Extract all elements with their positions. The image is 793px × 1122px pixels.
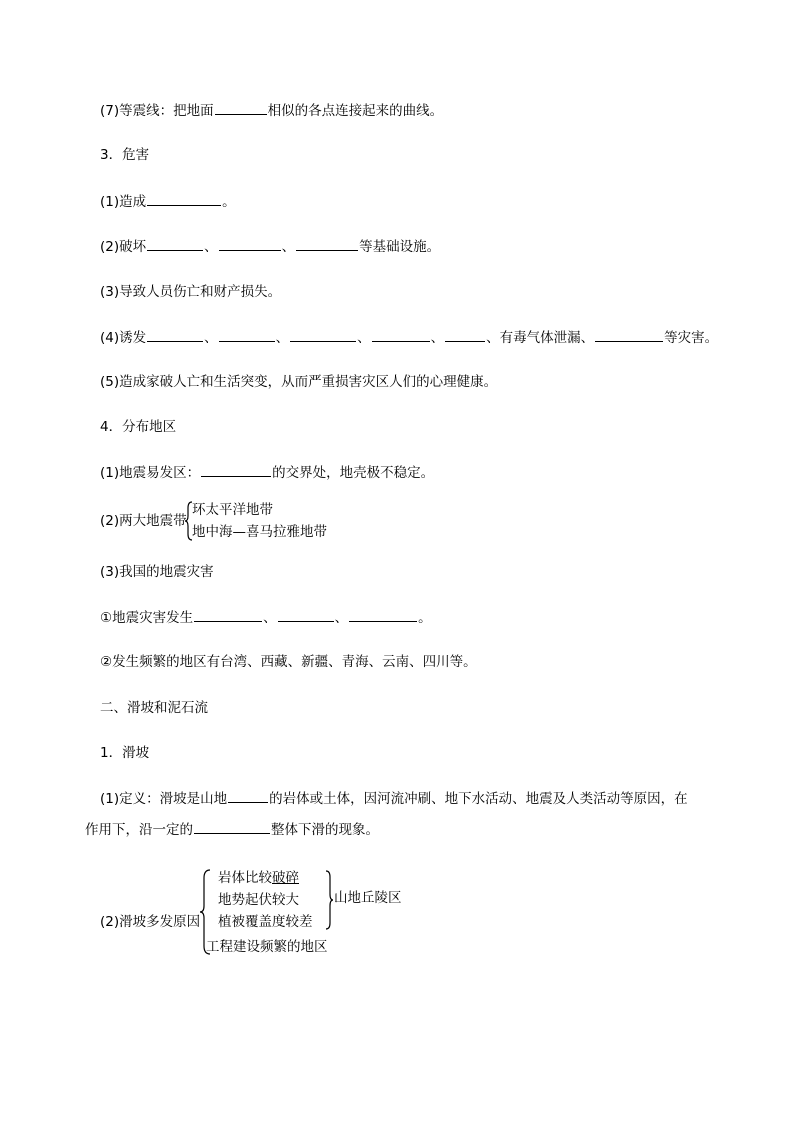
landslide-definition-line1: (1)定义：滑坡是山地 的岩体或土体，因河流冲刷、地下水活动、地震及人类活动等原因，在: [100, 791, 688, 807]
fill-blank[interactable]: [445, 328, 485, 342]
harm-item-4: (4)诱发 、 、 、 、 、有毒气体泄漏、 等灾害。: [100, 330, 719, 346]
earthquake-belts-label: (2)两大地震带: [100, 513, 187, 529]
distribution-item-3a: ①地震灾害发生 、 、 。: [100, 610, 432, 626]
harm-item-1: (1)造成 。: [100, 194, 236, 210]
cause-rock-broken: 岩体比较破碎: [218, 870, 299, 886]
fill-blank[interactable]: [372, 328, 430, 342]
fill-blank[interactable]: [194, 608, 262, 622]
cause-engineering: 工程建设频繁的地区: [206, 939, 328, 955]
belt-pacific: 环太平洋地带: [192, 502, 273, 518]
fill-blank[interactable]: [219, 328, 275, 342]
fill-blank[interactable]: [147, 192, 221, 206]
fill-blank[interactable]: [215, 101, 267, 115]
area-hilly: 山地丘陵区: [334, 890, 402, 906]
distribution-item-1: (1)地震易发区： 的交界处，地壳极不稳定。: [100, 465, 435, 481]
harm-item-5: (5)造成家破人亡和生活突变，从而严重损害灾区人们的心理健康。: [100, 374, 498, 390]
fill-blank[interactable]: [194, 820, 270, 834]
fill-blank[interactable]: [147, 237, 203, 251]
fill-blank[interactable]: [228, 789, 268, 803]
fill-blank[interactable]: [290, 328, 356, 342]
heading-landslide-debris: 二、滑坡和泥石流: [100, 700, 208, 716]
fill-blank[interactable]: [201, 463, 271, 477]
isoseismal-line-item: (7)等震线：把地面 相似的各点连接起来的曲线。: [100, 103, 444, 119]
heading-landslide: 1．滑坡: [100, 745, 150, 761]
cause-vegetation: 植被覆盖度较差: [218, 914, 313, 930]
cause-terrain: 地势起伏较大: [218, 892, 299, 908]
fill-blank[interactable]: [349, 608, 417, 622]
heading-distribution: 4．分布地区: [100, 419, 177, 435]
landslide-causes-label: (2)滑坡多发原因: [100, 914, 201, 930]
landslide-definition-line2: 作用下，沿一定的 整体下滑的现象。: [85, 822, 379, 838]
fill-blank[interactable]: [296, 237, 358, 251]
belt-mediterranean: 地中海—喜马拉雅地带: [192, 524, 327, 540]
fill-blank[interactable]: [147, 328, 203, 342]
distribution-item-3b: ②发生频繁的地区有台湾、西藏、新疆、青海、云南、四川等。: [100, 654, 477, 670]
heading-harm: 3．危害: [100, 147, 150, 163]
fill-blank[interactable]: [595, 328, 663, 342]
distribution-item-3: (3)我国的地震灾害: [100, 564, 214, 580]
fill-blank[interactable]: [219, 237, 281, 251]
right-brace-icon: [324, 869, 334, 931]
harm-item-2: (2)破坏 、 、 等基础设施。: [100, 239, 441, 255]
fill-blank[interactable]: [278, 608, 334, 622]
harm-item-3: (3)导致人员伤亡和财产损失。: [100, 284, 282, 300]
